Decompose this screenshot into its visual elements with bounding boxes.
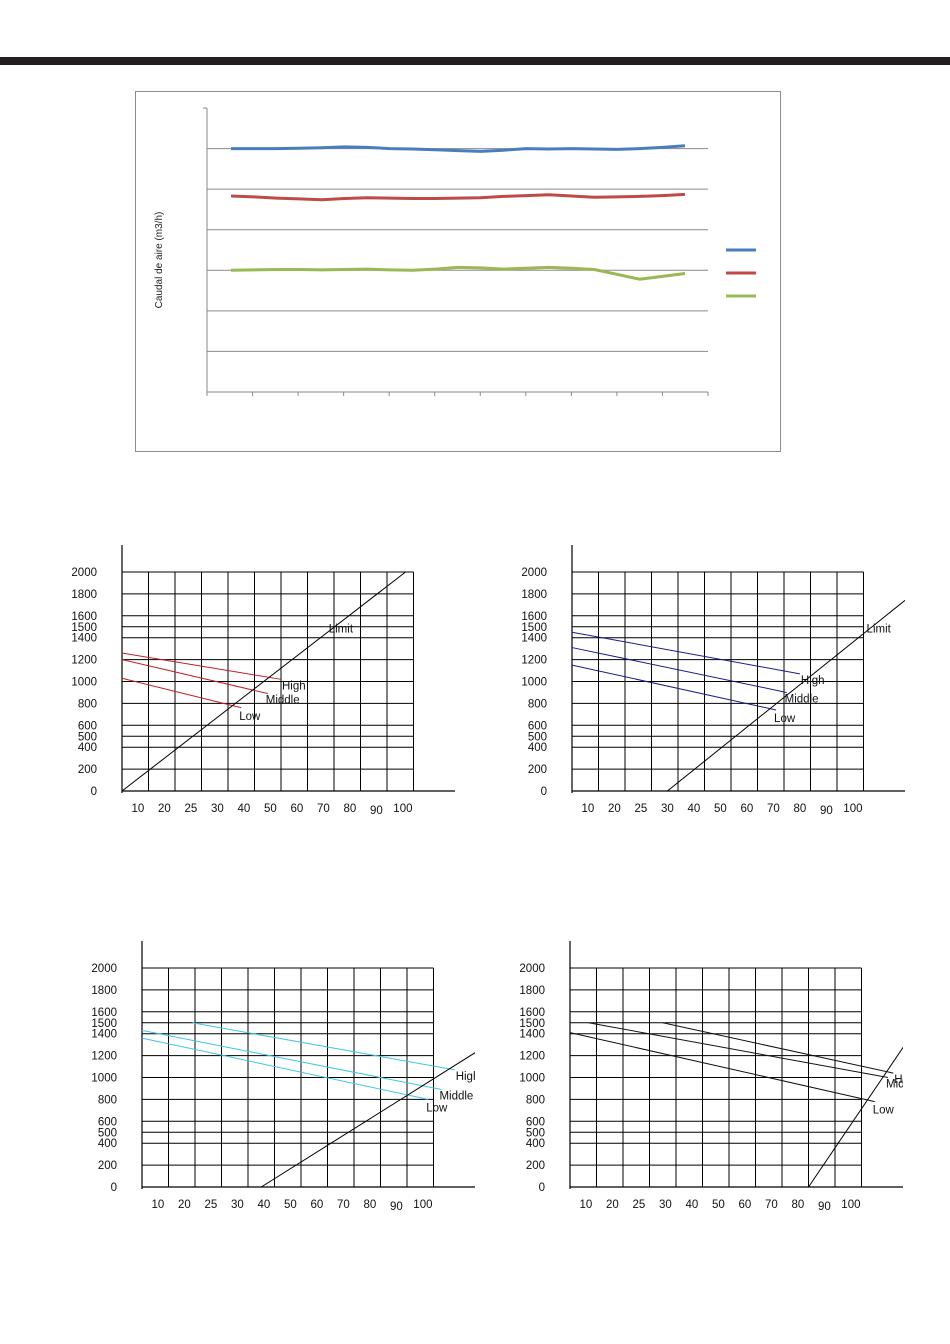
curve-high bbox=[192, 1023, 454, 1070]
fan-chart-svg bbox=[80, 936, 475, 1221]
y-tick-label: 400 bbox=[77, 742, 97, 755]
x-tick-label: 25 bbox=[632, 1199, 646, 1211]
x-tick-label: 20 bbox=[608, 803, 621, 815]
y-tick-label: 800 bbox=[97, 1094, 117, 1107]
curve-high bbox=[572, 632, 800, 674]
y-axis-label: Caudal de aire (m3/h) bbox=[154, 211, 165, 309]
y-tick-label: 1800 bbox=[519, 984, 545, 997]
x-tick-label: 90 bbox=[390, 1201, 403, 1213]
label-middle: Mid bbox=[886, 1078, 903, 1091]
y-tick-label: 0 bbox=[90, 786, 97, 798]
y-tick-label: 500 bbox=[527, 731, 547, 744]
y-tick-label: 500 bbox=[525, 1127, 545, 1140]
fan-chart-svg bbox=[60, 540, 455, 825]
y-tick-label: 1500 bbox=[519, 1017, 545, 1030]
x-tick-label: 30 bbox=[661, 803, 674, 815]
x-tick-label: 80 bbox=[363, 1199, 377, 1211]
y-tick-label: 800 bbox=[525, 1094, 545, 1107]
x-tick-label: 25 bbox=[184, 803, 198, 815]
x-tick-label: 70 bbox=[767, 803, 780, 815]
x-tick-label: 20 bbox=[158, 803, 171, 815]
y-tick-label: 800 bbox=[527, 698, 547, 711]
x-tick-label: 30 bbox=[211, 803, 224, 815]
y-tick-label: 0 bbox=[110, 1182, 117, 1194]
label-high: High bbox=[800, 674, 825, 687]
curve-middle bbox=[142, 1030, 441, 1089]
y-tick-label: 1400 bbox=[91, 1028, 117, 1041]
label-low: Low bbox=[426, 1102, 448, 1115]
y-tick-label: 600 bbox=[527, 720, 547, 733]
x-tick-label: 100 bbox=[413, 1199, 433, 1211]
y-tick-label: 200 bbox=[527, 764, 547, 777]
y-tick-label: 1400 bbox=[519, 1028, 545, 1041]
curve-low bbox=[142, 1038, 428, 1099]
y-tick-label: 200 bbox=[77, 764, 97, 777]
y-tick-label: 2000 bbox=[521, 567, 547, 579]
y-tick-label: 1200 bbox=[91, 1050, 117, 1063]
fan-chart-3 bbox=[80, 936, 475, 1226]
label-high: H bbox=[894, 1074, 903, 1087]
x-tick-label: 70 bbox=[337, 1199, 350, 1211]
y-tick-label: 1200 bbox=[521, 654, 547, 667]
x-tick-label: 30 bbox=[659, 1199, 672, 1211]
x-tick-label: 90 bbox=[820, 805, 833, 817]
x-tick-label: 40 bbox=[687, 803, 701, 815]
y-tick-label: 400 bbox=[527, 742, 547, 755]
y-tick-label: 1500 bbox=[91, 1017, 117, 1030]
y-tick-label: 1800 bbox=[91, 984, 117, 997]
x-tick-label: 10 bbox=[151, 1199, 165, 1211]
x-tick-label: 60 bbox=[740, 803, 754, 815]
y-tick-label: 1600 bbox=[519, 1006, 545, 1019]
x-tick-label: 80 bbox=[343, 803, 357, 815]
x-tick-label: 60 bbox=[290, 803, 304, 815]
curve-limit bbox=[261, 979, 475, 1187]
x-tick-label: 10 bbox=[131, 803, 145, 815]
y-tick-label: 0 bbox=[538, 1182, 545, 1194]
x-tick-label: 100 bbox=[843, 803, 863, 815]
y-tick-label: 1800 bbox=[71, 588, 97, 601]
y-tick-label: 1000 bbox=[71, 676, 97, 689]
x-tick-label: 30 bbox=[231, 1199, 244, 1211]
y-tick-label: 1200 bbox=[71, 654, 97, 667]
x-tick-label: 40 bbox=[685, 1199, 699, 1211]
x-tick-label: 20 bbox=[178, 1199, 191, 1211]
x-tick-label: 25 bbox=[204, 1199, 218, 1211]
x-tick-label: 100 bbox=[841, 1199, 861, 1211]
label-middle: Middle bbox=[784, 693, 819, 706]
x-tick-label: 25 bbox=[634, 803, 648, 815]
y-tick-label: 200 bbox=[97, 1160, 117, 1173]
curve-high bbox=[663, 1023, 894, 1073]
x-tick-label: 80 bbox=[793, 803, 807, 815]
airflow-chart-frame bbox=[135, 91, 781, 452]
y-tick-label: 1600 bbox=[91, 1006, 117, 1019]
x-tick-label: 70 bbox=[765, 1199, 778, 1211]
airflow-chart bbox=[136, 92, 782, 453]
y-tick-label: 600 bbox=[97, 1116, 117, 1129]
y-tick-label: 1000 bbox=[519, 1072, 545, 1085]
x-tick-label: 50 bbox=[264, 803, 277, 815]
series-line-3 bbox=[231, 267, 685, 279]
y-tick-label: 600 bbox=[77, 720, 97, 733]
label-limit: Limit bbox=[328, 623, 354, 636]
label-limit: Limit bbox=[866, 623, 891, 636]
y-tick-label: 1200 bbox=[519, 1050, 545, 1063]
label-low: Low bbox=[774, 712, 796, 725]
x-tick-label: 90 bbox=[370, 805, 383, 817]
x-tick-label: 40 bbox=[237, 803, 251, 815]
y-tick-label: 400 bbox=[525, 1138, 545, 1151]
x-tick-label: 100 bbox=[393, 803, 413, 815]
y-tick-label: 1400 bbox=[71, 632, 97, 645]
x-tick-label: 40 bbox=[257, 1199, 271, 1211]
x-tick-label: 70 bbox=[317, 803, 330, 815]
y-tick-label: 2000 bbox=[91, 963, 117, 975]
y-tick-label: 200 bbox=[525, 1160, 545, 1173]
x-tick-label: 60 bbox=[310, 1199, 324, 1211]
y-tick-label: 500 bbox=[97, 1127, 117, 1140]
y-tick-label: 1800 bbox=[521, 588, 547, 601]
y-tick-label: 1400 bbox=[521, 632, 547, 645]
y-tick-label: 500 bbox=[77, 731, 97, 744]
fan-chart-4 bbox=[508, 936, 903, 1226]
x-tick-label: 60 bbox=[738, 1199, 752, 1211]
curve-middle bbox=[589, 1023, 888, 1078]
x-tick-label: 10 bbox=[581, 803, 595, 815]
fan-chart-svg bbox=[508, 936, 903, 1221]
y-tick-label: 2000 bbox=[519, 963, 545, 975]
y-tick-label: 1600 bbox=[521, 610, 547, 623]
y-tick-label: 1500 bbox=[71, 621, 97, 634]
label-low: Low bbox=[872, 1104, 894, 1117]
x-tick-label: 10 bbox=[579, 1199, 593, 1211]
header-bar bbox=[0, 57, 950, 65]
curve-middle bbox=[572, 648, 787, 693]
x-tick-label: 80 bbox=[791, 1199, 805, 1211]
label-high: Hig bbox=[455, 1070, 473, 1083]
y-tick-label: 0 bbox=[540, 786, 547, 798]
x-tick-label: 90 bbox=[818, 1201, 831, 1213]
y-tick-label: 2000 bbox=[71, 567, 97, 579]
label-middle: Middle bbox=[265, 694, 300, 707]
fan-chart-2 bbox=[510, 540, 905, 830]
x-tick-label: 50 bbox=[712, 1199, 725, 1211]
fan-chart-svg bbox=[510, 540, 905, 825]
y-tick-label: 1500 bbox=[521, 621, 547, 634]
x-tick-label: 50 bbox=[714, 803, 727, 815]
y-tick-label: 1600 bbox=[71, 610, 97, 623]
label-middle: Middle bbox=[439, 1090, 474, 1103]
series-line-2 bbox=[231, 194, 685, 199]
y-tick-label: 1000 bbox=[91, 1072, 117, 1085]
x-tick-label: 50 bbox=[284, 1199, 297, 1211]
y-tick-label: 800 bbox=[77, 698, 97, 711]
label-low: Low bbox=[239, 710, 261, 723]
fan-chart-1 bbox=[60, 540, 455, 830]
y-tick-label: 600 bbox=[525, 1116, 545, 1129]
y-tick-label: 1000 bbox=[521, 676, 547, 689]
label-high: High bbox=[282, 680, 306, 693]
x-tick-label: 20 bbox=[606, 1199, 619, 1211]
y-tick-label: 400 bbox=[97, 1138, 117, 1151]
